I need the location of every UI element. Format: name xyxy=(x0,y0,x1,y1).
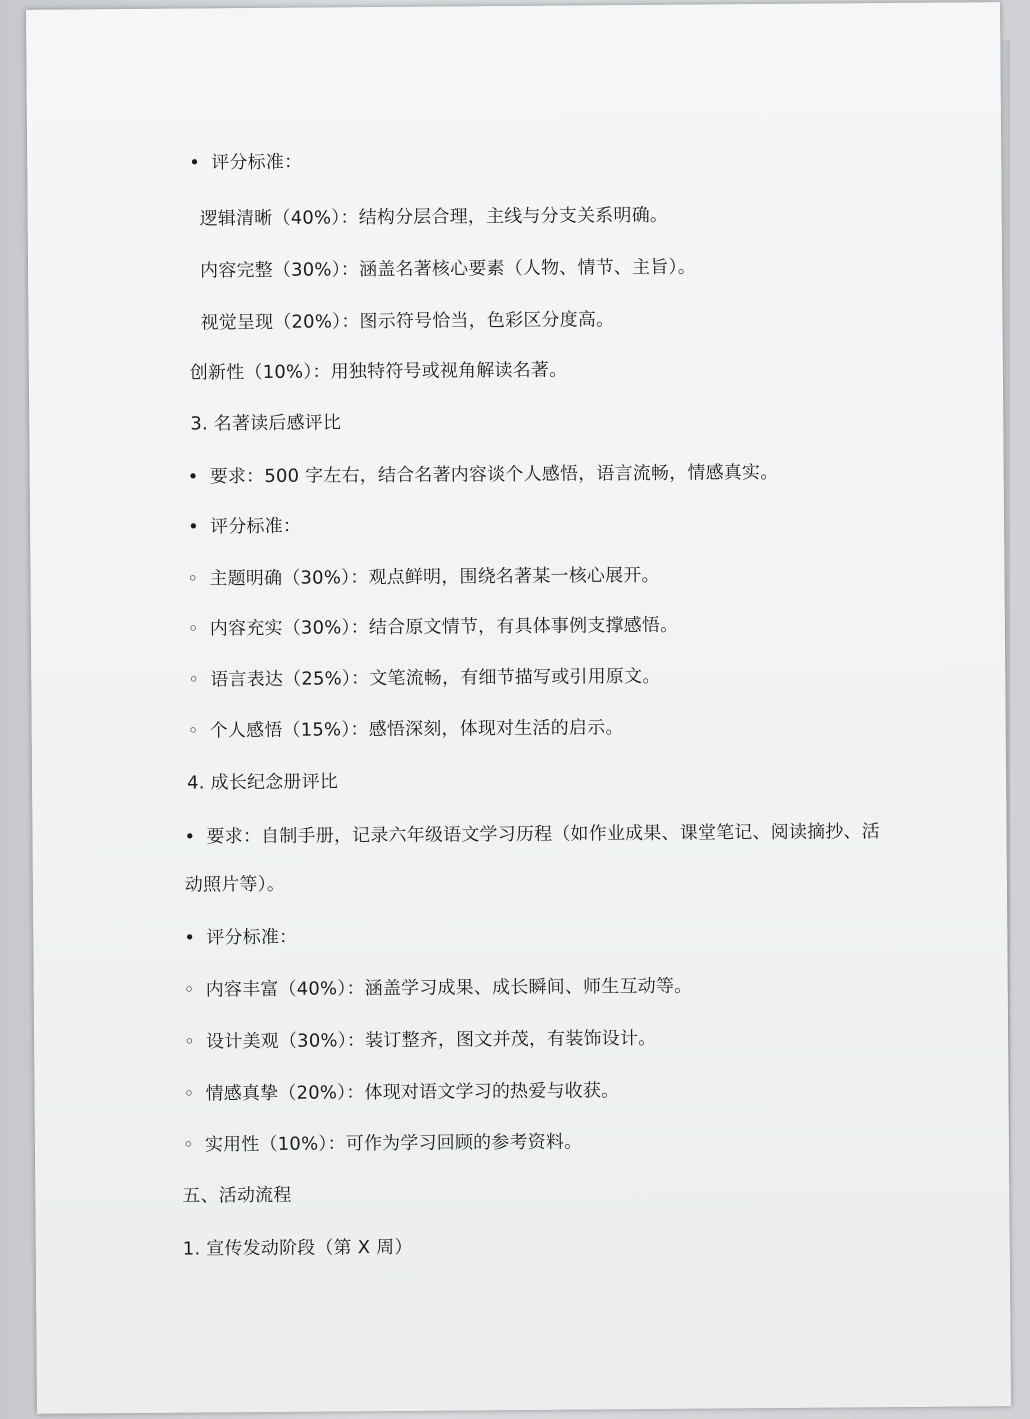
line-text: 内容丰富（40%）：涵盖学习成果、成长瞬间、师生互动等。 xyxy=(205,975,693,1001)
text-line xyxy=(183,1127,583,1156)
text-line xyxy=(200,253,696,283)
line-text: 五、活动流程 xyxy=(182,1184,292,1207)
line-text: 个人感悟（15%）：感悟深刻，体现对生活的启示。 xyxy=(209,717,624,742)
bullet-marker: ◦ xyxy=(187,568,199,590)
line-text: 设计美观（30%）：装订整齐，图文并茂，有装饰设计。 xyxy=(206,1027,657,1053)
line-text: 主题明确（30%）：观点鲜明，围绕名著某一核心展开。 xyxy=(209,564,660,590)
text-line xyxy=(188,458,779,489)
bullet-marker: ◦ xyxy=(183,1083,195,1105)
text-line xyxy=(200,201,669,231)
line-text: 语言表达（25%）：文笔流畅，有细节描写或引用原文。 xyxy=(210,665,661,691)
bullet-marker: ◦ xyxy=(187,720,199,742)
text-line xyxy=(185,870,285,897)
text-line xyxy=(184,1024,656,1054)
line-text: 实用性（10%）：可作为学习回顾的参考资料。 xyxy=(204,1131,583,1156)
text-line xyxy=(184,817,880,848)
section-heading xyxy=(183,1233,413,1261)
bullet-marker: • xyxy=(187,516,199,538)
text-line xyxy=(189,148,302,175)
text-line xyxy=(200,305,614,334)
text-line xyxy=(188,611,679,641)
text-line xyxy=(188,512,301,539)
line-text: 视觉呈现（20%）：图示符号恰当，色彩区分度高。 xyxy=(200,309,615,334)
line-text: 情感真挚（20%）：体现对语文学习的热爱与收获。 xyxy=(205,1080,620,1105)
line-text: 4. 成长纪念册评比 xyxy=(187,771,339,794)
bullet-marker: • xyxy=(187,466,199,488)
line-text: 评分标准： xyxy=(206,926,298,949)
text-line xyxy=(188,713,624,742)
line-text: 要求：500 字左右，结合名著内容谈个人感悟，语言流畅，情感真实。 xyxy=(209,461,779,488)
line-text: 动照片等）。 xyxy=(184,873,286,896)
line-text: 内容充实（30%）：结合原文情节，有具体事例支撑感悟。 xyxy=(209,614,679,640)
line-text: 创新性（10%）：用独特符号或视角解读名著。 xyxy=(189,359,568,384)
line-text: 要求：自制手册，记录六年级语文学习历程（如作业成果、课堂笔记、阅读摘抄、活 xyxy=(206,821,880,848)
bullet-marker: • xyxy=(189,152,201,174)
bullet-marker: • xyxy=(184,927,196,949)
text-line xyxy=(184,972,693,1002)
text-line xyxy=(188,662,660,692)
text-line xyxy=(190,356,568,385)
line-text: 逻辑清晰（40%）：结构分层合理，主线与分支关系明确。 xyxy=(199,204,669,230)
bullet-marker: • xyxy=(184,826,196,848)
bullet-marker: ◦ xyxy=(187,618,199,640)
text-line xyxy=(183,1076,619,1105)
bullet-marker: ◦ xyxy=(182,1134,194,1156)
text-line xyxy=(187,561,659,591)
line-text: 评分标准： xyxy=(209,515,302,538)
section-heading xyxy=(187,767,338,794)
section-heading xyxy=(182,1181,291,1208)
bullet-marker: ◦ xyxy=(183,979,195,1001)
document-page xyxy=(26,2,1011,1414)
line-text: 内容完整（30%）：涵盖名著核心要素（人物、情节、主旨）。 xyxy=(199,256,696,282)
section-heading xyxy=(190,408,341,435)
bullet-marker: ◦ xyxy=(188,669,200,691)
line-text: 评分标准： xyxy=(211,151,303,174)
line-text: 3. 名著读后感评比 xyxy=(190,412,342,435)
text-line xyxy=(184,923,297,950)
line-text: 1. 宣传发动阶段（第 X 周） xyxy=(182,1236,413,1260)
bullet-marker: ◦ xyxy=(184,1031,196,1053)
